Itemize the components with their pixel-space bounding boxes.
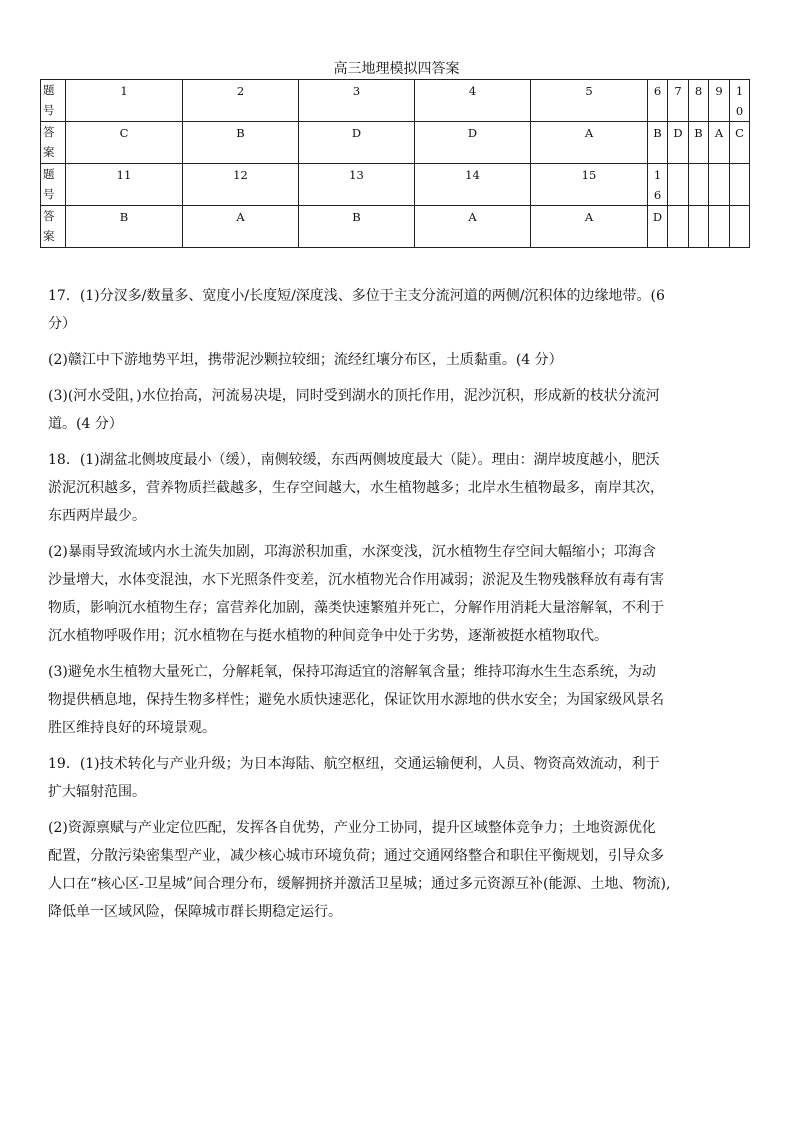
text-line: 东西两岸最少。 [48,508,146,524]
table-cell: D [648,206,668,248]
page-title: 高三地理模拟四答案 [333,61,460,77]
table-cell: 11 [66,164,183,206]
table-cell: A [415,206,531,248]
table-cell: 15 [531,164,648,206]
text-line: 降低单一区域风险，保障城市群长期稳定运行。 [48,904,342,920]
table-cell: C [730,122,750,164]
text-line: (3)(河水受阻，)水位抬高，河流易决堤，同时受到湖水的顶托作用，泥沙沉积，形成新的枝状分流河 [48,388,660,404]
table-cell [709,164,730,206]
text-line: 淤泥沉积越多，营养物质拦截越多，生存空间越大，水生植物越多；北岸水生植物最多，南岸其次， [48,480,664,496]
q17-part2 [48,346,756,374]
table-cell: D [299,122,415,164]
text-line: (3)避免水生植物大量死亡，分解耗氧，保持邛海适宜的溶解氧含量；维持邛海水生生态系统，为动 [48,664,656,680]
table-cell: 3 [299,80,415,122]
table-cell: A [183,206,299,248]
table-cell: B [66,206,183,248]
table-cell [730,206,750,248]
table-cell [689,164,709,206]
row-label-char: 题 [43,83,55,97]
table-cell [730,164,750,206]
text-line: 胜区维持良好的环境景观。 [48,720,216,736]
table-cell: 1 [66,80,183,122]
table-cell: B [648,122,668,164]
table-cell [668,164,689,206]
table-cell: 13 [299,164,415,206]
table-cell: 1 6 [648,164,668,206]
table-cell: 12 [183,164,299,206]
table-cell [689,206,709,248]
text-line: 物质，影响沉水植物生存；富营养化加剧，藻类快速繁殖并死亡，分解作用消耗大量溶解氧，不利于 [48,600,664,616]
row-label [41,206,66,248]
q17-part3 [48,382,756,438]
table-cell: 8 [689,80,709,122]
text-line: 扩大辐射范围。 [48,784,146,800]
table-cell: D [668,122,689,164]
text-line: 人口在“核心区-卫星城”间合理分布，缓解拥挤并激活卫星城；通过多元资源互补(能源、土地、物流), [48,876,671,892]
text-line: 分） [48,316,76,332]
q17-part1 [48,282,756,338]
table-row [41,164,750,206]
table-cell: 2 [183,80,299,122]
row-label-char: 答 [43,209,55,223]
answer-table [40,79,750,248]
table-cell: A [709,122,730,164]
text-line: 沙量增大，水体变混浊，水下光照条件变差，沉水植物光合作用减弱；淤泥及生物残骸释放有毒有害 [48,572,664,588]
table-cell: B [689,122,709,164]
answer-body [48,282,756,926]
row-label-char: 案 [43,229,55,243]
table-row [41,206,750,248]
row-label-char: 号 [43,103,55,117]
table-cell: 9 [709,80,730,122]
text-line: (2)赣江中下游地势平坦，携带泥沙颗拉较细；流经红壤分布区，土质黏重。(4 分） [48,352,563,368]
table-cell: B [299,206,415,248]
text-line: 道。(4 分） [48,416,123,432]
table-cell: 5 [531,80,648,122]
row-label-char: 答 [43,125,55,139]
q18-part2 [48,538,756,650]
table-row [41,80,750,122]
table-cell: A [531,206,648,248]
text-line: 17．(1)分汊多/数量多、宽度小/长度短/深度浅、多位于主支分流河道的两侧/沉积体的边缘地带。(6 [48,288,665,304]
text-line: (2)暴雨导致流域内水土流失加剧，邛海淤积加重，水深变浅，沉水植物生存空间大幅缩小；邛海含 [48,544,656,560]
table-cell [668,206,689,248]
text-line: 配置，分散污染密集型产业，减少核心城市环境负荷；通过交通网络整合和职住平衡规划，引导众多 [48,848,664,864]
table-cell: C [66,122,183,164]
row-label [41,122,66,164]
row-label-char: 题 [43,167,55,181]
row-label [41,80,66,122]
table-cell: B [183,122,299,164]
table-cell: 1 0 [730,80,750,122]
table-row [41,122,750,164]
text-line: 沉水植物呼吸作用；沉水植物在与挺水植物的种间竞争中处于劣势，逐渐被挺水植物取代。 [48,628,608,644]
table-cell: A [531,122,648,164]
table-cell [709,206,730,248]
q18-part1 [48,446,756,530]
row-label-char: 号 [43,187,55,201]
q19-part1 [48,750,756,806]
q19-part2 [48,814,756,926]
text-line: 19．(1)技术转化与产业升级；为日本海陆、航空枢纽，交通运输便利，人员、物资高效流动，利于 [48,756,660,772]
q18-part3 [48,658,756,742]
row-label [41,164,66,206]
table-cell: 14 [415,164,531,206]
table-cell: 7 [668,80,689,122]
table-cell: D [415,122,531,164]
text-line: 物提供栖息地，保持生物多样性；避免水质快速恶化，保证饮用水源地的供水安全；为国家级风景名 [48,692,664,708]
table-cell: 6 [648,80,668,122]
row-label-char: 案 [43,145,55,159]
text-line: (2)资源禀赋与产业定位匹配，发挥各自优势，产业分工协同，提升区域整体竞争力；土地资源优化 [48,820,656,836]
table-cell: 4 [415,80,531,122]
text-line: 18．(1)湖盆北侧坡度最小（缓），南侧较缓，东西两侧坡度最大（陡）。理由：湖岸坡度越小，肥沃 [48,452,660,468]
